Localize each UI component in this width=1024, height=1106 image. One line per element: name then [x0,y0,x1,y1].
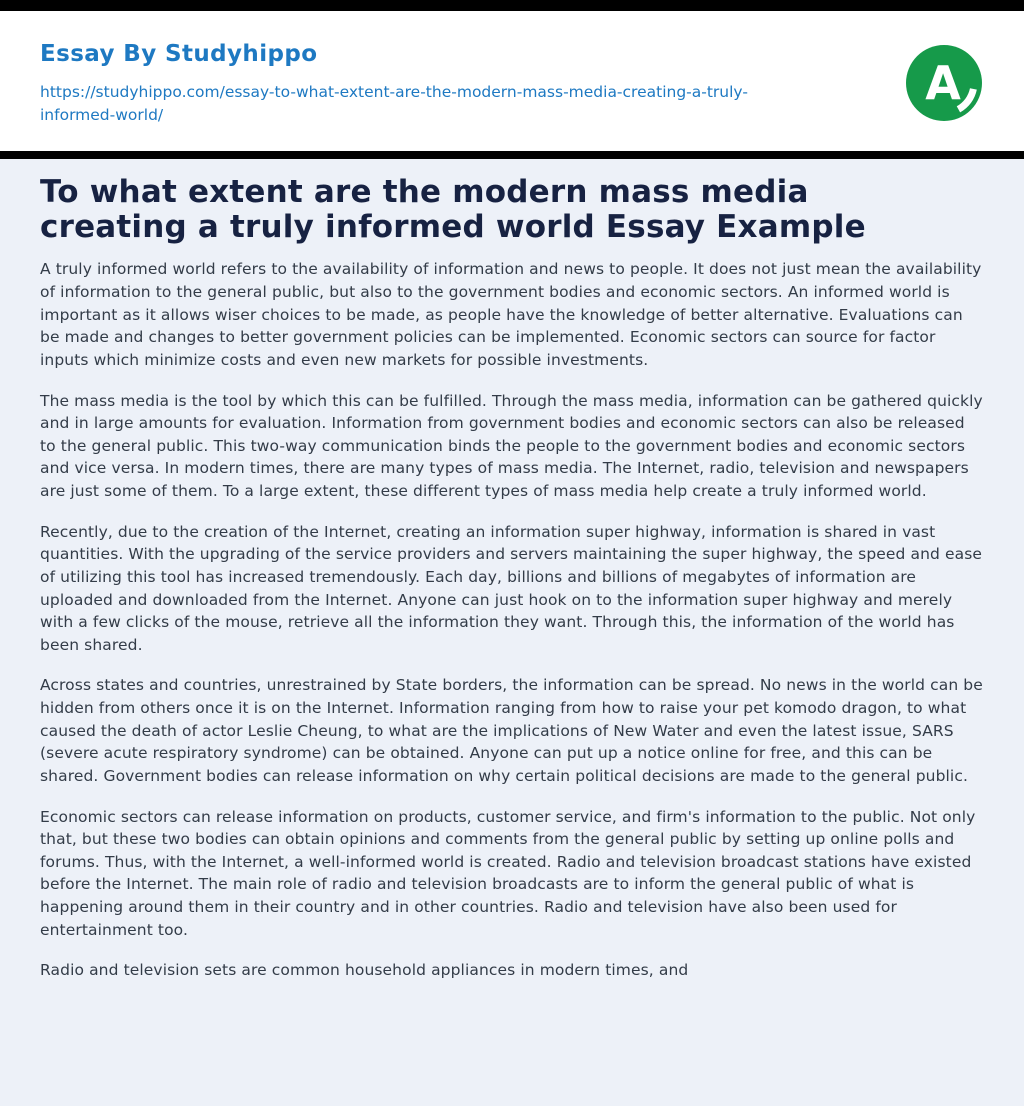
essay-title: To what extent are the modern mass media creating a truly informed world Essay Example [40,174,866,245]
essay-paragraphs [40,258,984,982]
essay-paragraph: Recently, due to the creation of the Internet, creating an information super highway, information is shared in vast quantities. With the upgrading of the service providers and servers maintaining the super highway, the speed and ease of utilizing this tool has increased tremendously. Each day, billions and billions of megabytes of information are uploaded and downloaded from the Internet. Anyone can just hook on to the information super highway and merely with a few clicks of the mouse, retrieve all the information they want. Through this, the information of the world has been shared. [40,522,983,654]
site-title: Essay By Studyhippo [40,41,318,67]
essay-content [0,159,1024,1106]
top-black-bar [0,0,1024,11]
studyhippo-logo-icon [904,43,984,123]
essay-paragraph: Across states and countries, unrestrained by State borders, the information can be spread. No news in the world can be hidden from others once it is on the Internet. Information ranging from how to raise your pet komodo dragon, to what caused the death of actor Leslie Cheung, to what are the implications of New Water and even the latest issue, SARS (severe acute respiratory syndrome) can be obtained. Anyone can put up a notice online for free, and this can be shared. Government bodies can release information on why certain political decisions are made to the general public. [40,676,983,785]
essay-paragraph: The mass media is the tool by which this can be fulfilled. Through the mass media, information can be gathered quickly and in large amounts for evaluation. Information from government bodies and economic sectors can also be released to the general public. This two-way communication binds the people to the government bodies and economic sectors and vice versa. In modern times, there are many types of mass media. The Internet, radio, television and newspapers are just some of them. To a large extent, these different types of mass media help create a truly informed world. [40,391,983,501]
logo-letter: A [925,56,961,110]
essay-paragraph: Economic sectors can release information on products, customer service, and firm's information to the public. Not only that, but these two bodies can obtain opinions and comments from the general public by setting up online polls and forums. Thus, with the Internet, a well-informed world is created. Radio and television broadcast stations have existed before the Internet. The main role of radio and television broadcasts are to inform the general public of what is happening around them in their country and in other countries. Radio and television have also been used for entertainment too. [40,807,976,939]
essay-paragraph: Radio and television sets are common household appliances in modern times, and [40,961,689,980]
header [0,11,1024,151]
header-text-block [40,41,810,128]
header-divider-bar [0,151,1024,159]
essay-paragraph: A truly informed world refers to the availability of information and news to people. It does not just mean the availability of information to the general public, but also to the government bodies and economic sectors. An informed world is important as it allows wiser choices to be made, as people have the knowledge of better alternative. Evaluations can be made and changes to better government policies can be implemented. Economic sectors can source for factor inputs which minimize costs and even new markets for possible investments. [40,260,982,369]
source-url-link[interactable]: https://studyhippo.com/essay-to-what-extent-are-the-modern-mass-media-creating-a-truly-informed-world/ [40,83,748,125]
